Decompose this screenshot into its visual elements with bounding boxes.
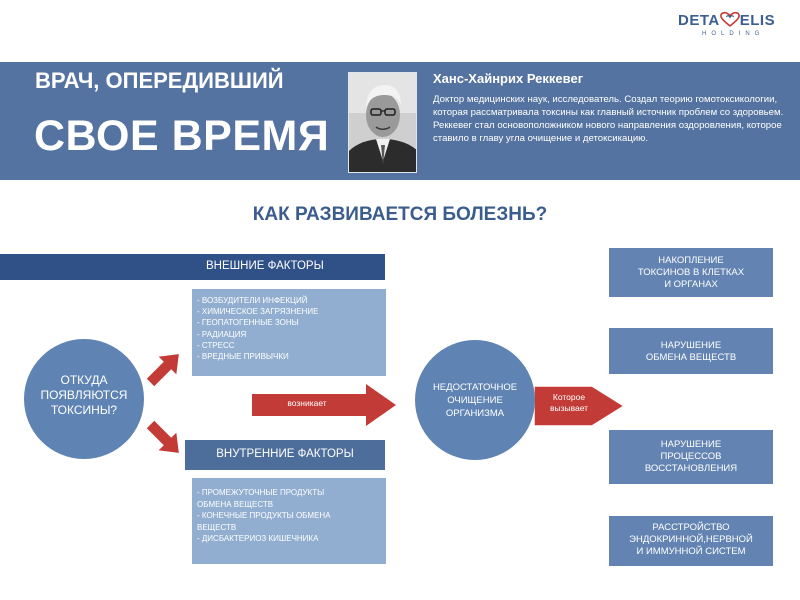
- outcome-line: НАРУШЕНИЕ: [660, 340, 722, 351]
- banner-title-line1: ВРАЧ, ОПЕРЕДИВШИЙ: [35, 68, 284, 93]
- outcome-line: ТОКСИНОВ В КЛЕТКАХ: [637, 267, 745, 278]
- outcome-line: НАРУШЕНИЕ: [660, 439, 722, 450]
- center-circle-line: НЕДОСТАТОЧНОЕ: [432, 382, 518, 393]
- outcome-box-metabolism: [609, 328, 773, 374]
- external-factor-item: - РАДИАЦИЯ: [197, 329, 247, 339]
- toxin-source-line: ПОЯВЛЯЮТСЯ: [40, 388, 128, 402]
- outcome-line: И ИММУННОЙ СИСТЕМ: [636, 546, 746, 557]
- external-factor-item: - ВОЗБУДИТЕЛИ ИНФЕКЦИЙ: [197, 296, 308, 305]
- bio-description: Доктор медицинских наук, исследователь. Создал теорию гомотоксикологии, которая рассматривала токсины как главный источник проблем со здоровьем. Реккевег стал основоположником нового направления оздоровления, которое ставило в главу угла очищение и детоксикацию.: [433, 94, 784, 144]
- external-factor-item: - ВРЕДНЫЕ ПРИВЫЧКИ: [197, 352, 289, 362]
- logo-word-left: DETA: [678, 12, 720, 29]
- toxin-source-line: ТОКСИНЫ?: [50, 403, 118, 417]
- outcome-line: ЭНДОКРИННОЙ,НЕРВНОЙ: [629, 534, 753, 545]
- center-circle-line: ОЧИЩЕНИЕ: [447, 395, 503, 406]
- outcome-line: ПРОЦЕССОВ: [660, 451, 722, 462]
- outcome-line: И ОРГАНАХ: [664, 279, 718, 290]
- external-factor-item: - ГЕОПАТОГЕННЫЕ ЗОНЫ: [197, 318, 299, 328]
- arrow-label: возникает: [287, 398, 327, 408]
- arrow-down-right-icon: [140, 414, 189, 463]
- causes-arrow-line: Которое: [552, 392, 586, 402]
- outcome-box-systems-disorder: [609, 516, 773, 566]
- causes-arrow-line: вызывает: [549, 403, 589, 413]
- internal-factor-item: - ДИСБАКТЕРИОЗ КИШЕЧНИКА: [197, 534, 319, 543]
- internal-factor-item: - КОНЕЧНЫЕ ПРОДУКТЫ ОБМЕНА: [197, 511, 331, 520]
- external-factor-item: - ХИМИЧЕСКОЕ ЗАГРЯЗНЕНИЕ: [197, 307, 319, 317]
- arrow-up-right-icon: [140, 343, 189, 392]
- outcome-line: ВОССТАНОВЛЕНИЯ: [644, 463, 738, 474]
- internal-factor-item: ОБМЕНА ВЕЩЕСТВ: [197, 499, 274, 509]
- external-factor-item: - СТРЕСС: [197, 340, 235, 350]
- internal-factor-item: - ПРОМЕЖУТОЧНЫЕ ПРОДУКТЫ: [197, 488, 325, 497]
- outcome-box-recovery: [609, 430, 773, 484]
- logo-subtitle: HOLDING: [702, 31, 765, 37]
- causes-arrow-label: [542, 392, 596, 414]
- banner-title-line2: СВОЕ ВРЕМЯ: [34, 112, 330, 160]
- insufficient-cleansing-label: [415, 381, 535, 420]
- toxin-source-line: ОТКУДА: [60, 373, 108, 387]
- outcome-line: РАССТРОЙСТВО: [652, 522, 730, 533]
- bio-name: Ханс-Хайнрих Реккевег: [433, 71, 584, 86]
- internal-factors-title: ВНУТРЕННИЕ ФАКТОРЫ: [216, 448, 354, 460]
- logo-word-right: ELIS: [739, 12, 776, 29]
- diagram-question: КАК РАЗВИВАЕТСЯ БОЛЕЗНЬ?: [252, 204, 548, 225]
- outcome-line: ОБМЕНА ВЕЩЕСТВ: [645, 352, 737, 363]
- outcome-line: НАКОПЛЕНИЕ: [658, 255, 724, 266]
- center-circle-line: ОРГАНИЗМА: [445, 408, 505, 419]
- outcome-box-toxin-accumulation: [609, 248, 773, 297]
- internal-factor-item: ВЕЩЕСТВ: [197, 522, 237, 532]
- external-factors-title: ВНЕШНИЕ ФАКТОРЫ: [206, 260, 324, 272]
